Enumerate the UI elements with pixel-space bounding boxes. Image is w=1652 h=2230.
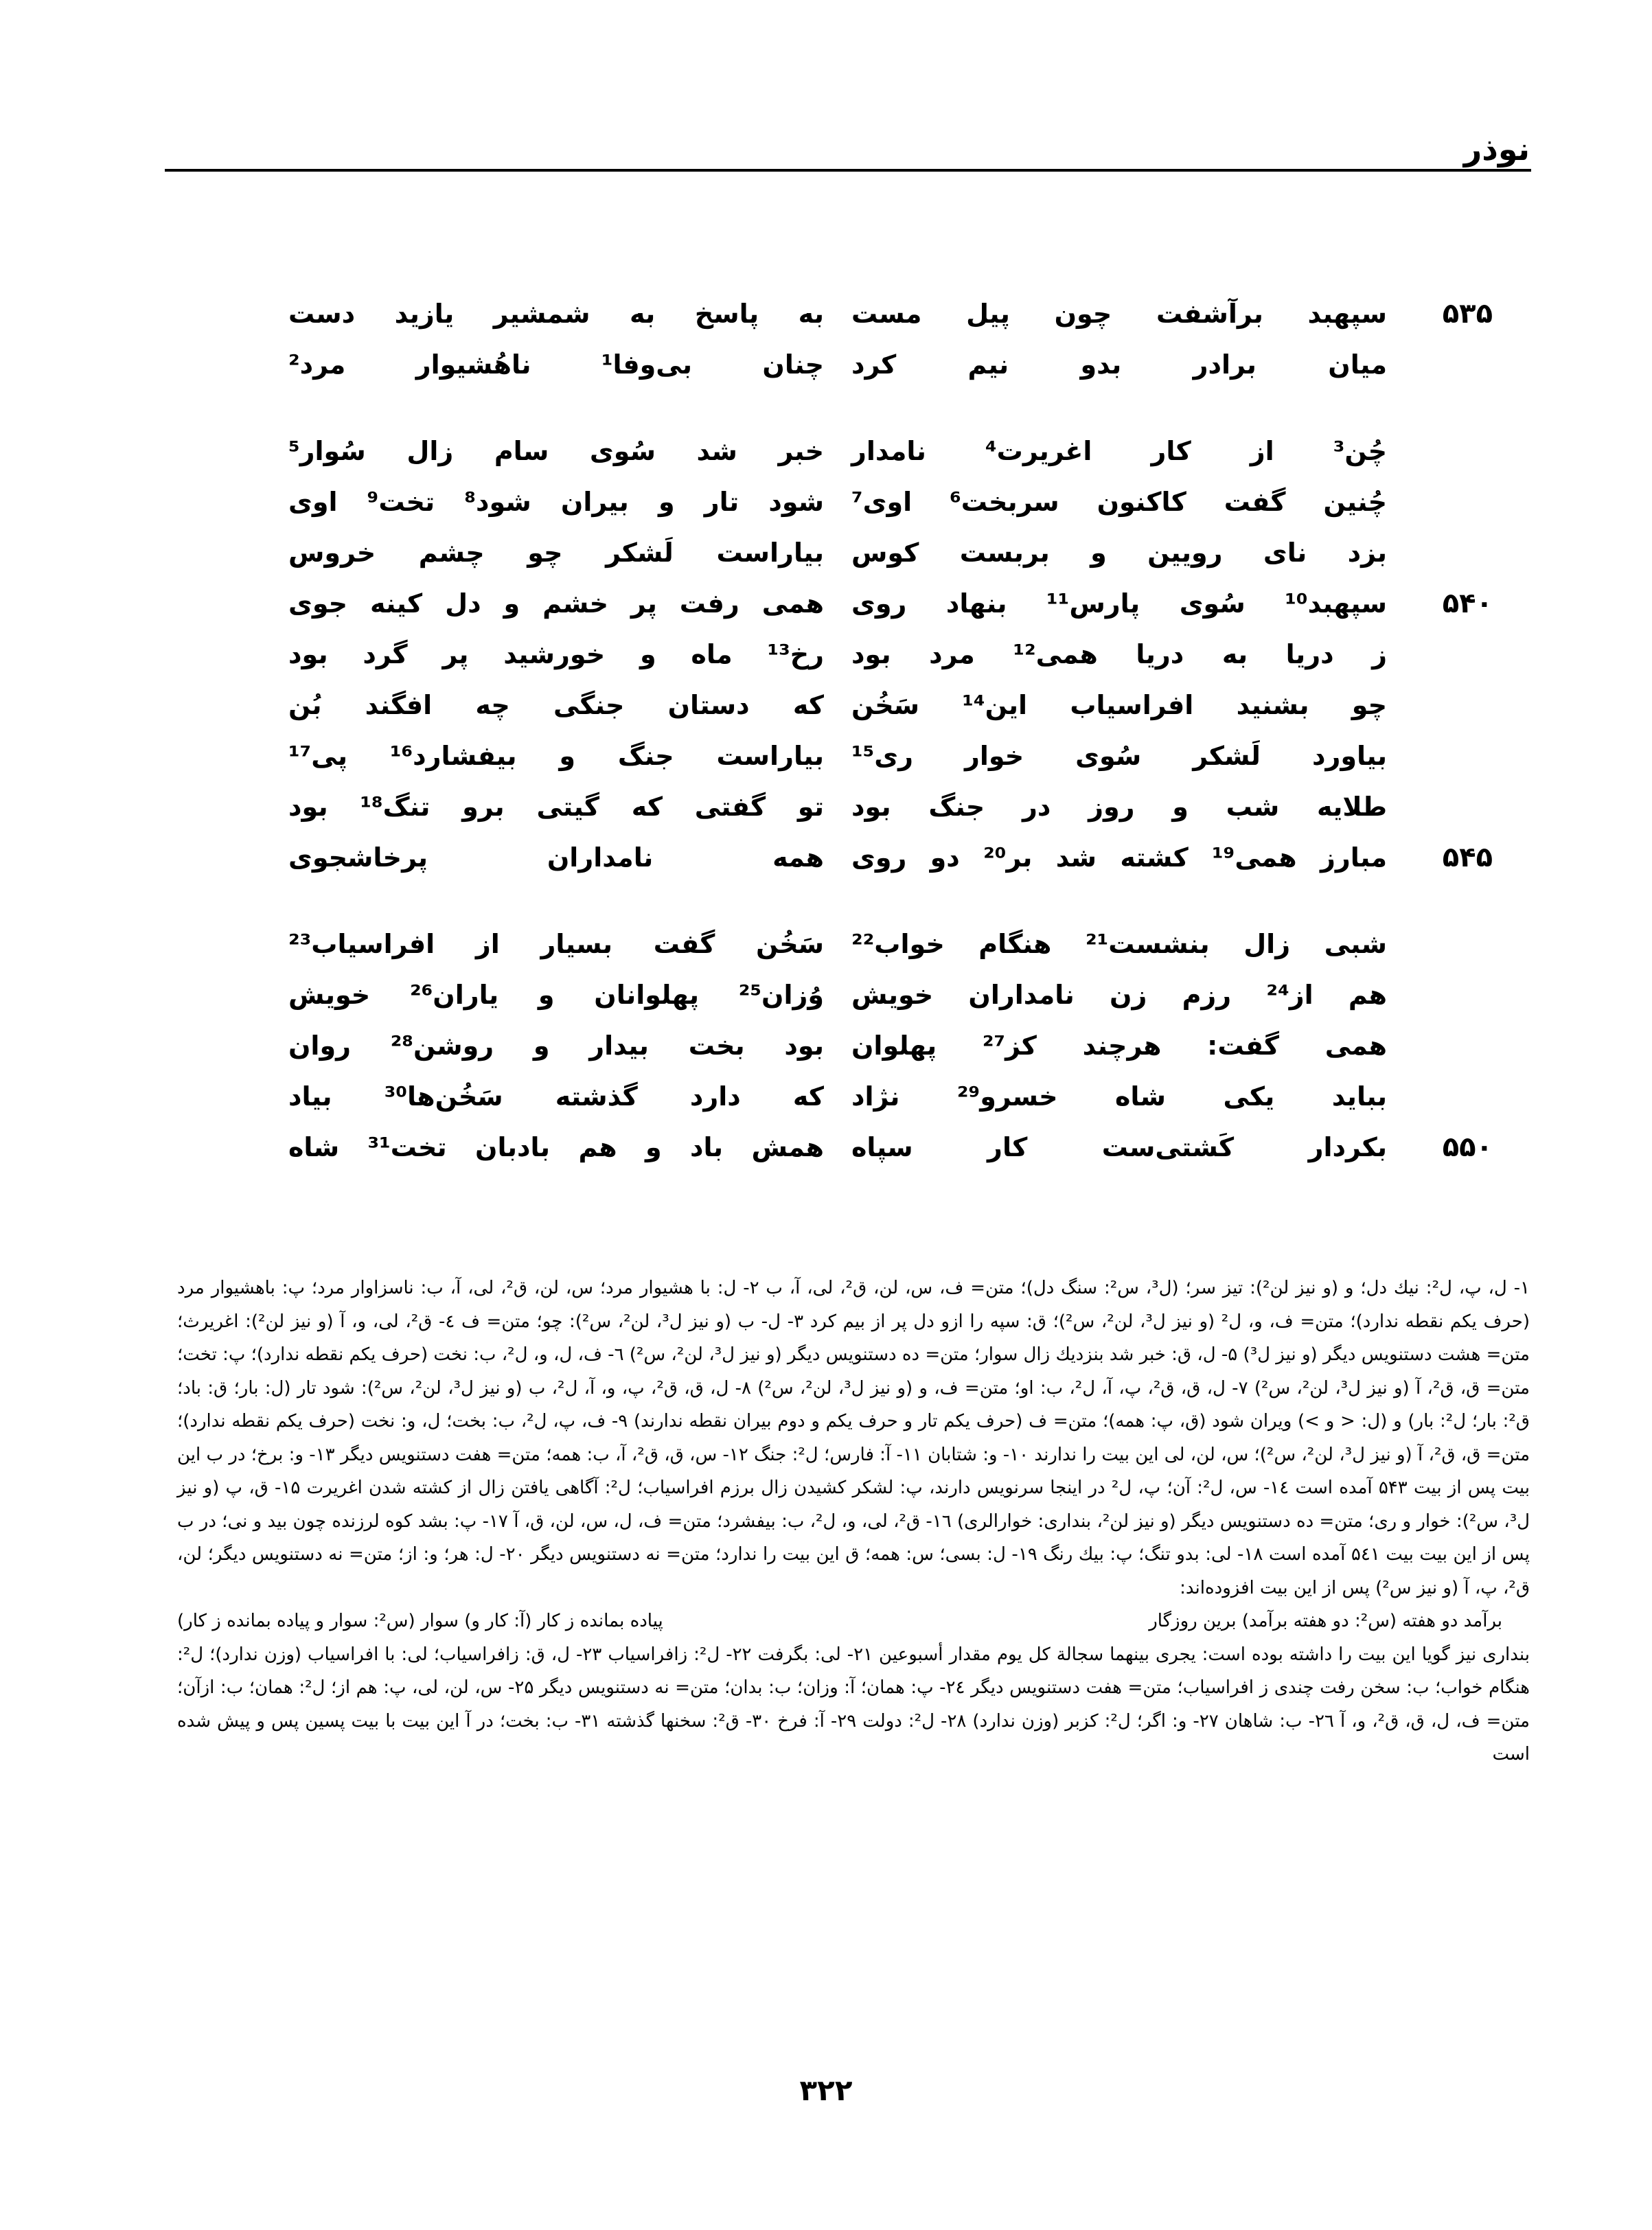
verse-number: ۵۴۵ [1442,842,1493,873]
hemistich-right: بباید یکی شاه خسرو²⁹ نژاد [851,1081,1387,1112]
footnotes [177,1272,1530,1771]
stanza-gap [261,883,1497,919]
footnote-couplet-left: پیاده بمانده ز کار (آ: کار و) سوار (س²: سوار و پیاده بمانده ز کار) [177,1611,663,1631]
verse-couplet [261,680,1497,731]
verse-couplet [261,1020,1497,1071]
hemistich-right: چو بشنید افراسیاب این¹⁴ سَخُن [851,690,1387,720]
hemistich-left: وُزان²⁵ پهلوانان و یاران²⁶ خویش [288,980,824,1010]
hemistich-left: بود بخت بیدار و روشن²⁸ روان [288,1031,824,1061]
hemistich-left: بیاراست جنگ و بیفشارد¹⁶ پی¹⁷ [288,741,824,771]
hemistich-left: رخ¹³ ماه و خورشید پر گرد بود [288,639,824,669]
verse-number: ۵۴۰ [1442,588,1493,619]
verse-couplet [261,476,1497,527]
verse-couplet [261,969,1497,1020]
footnote-couplet [177,1605,1530,1638]
hemistich-right: سپهبد برآشفت چون پیل مست [851,299,1387,329]
verse-couplet [261,781,1497,832]
hemistich-left: خبر شد سُوی سام زال سُوار⁵ [288,436,824,466]
footnote-paragraph: ۱- ل، پ، ل²: نیك دل؛ و (و نیز لن²): تیز سر؛ (ل³، س²: سنگ دل)؛ متن= ف، س، لن، ق²، لی، آ، ب ۲- ل: با هشیوار مرد؛ س، لن، ق²، لی، آ، ب: ناسزاوار مرد؛ پ: باهشیوار مرد (حرف یکم نقطه ندارد)؛ متن= ف، و، ل² (و نیز ل³، لن²، س²)؛ ق: سپه را ازو دل پر از بیم کرد ۳- ل- ب (و نیز ل³، لن²، س²): چو؛ متن= ف ٤- ق²، لی، و، آ (و نیز لن²): اغریرث؛ متن= هشت دستنویس دیگر (و نیز ل³) ۵- ل، ق: خبر شد بنزدیك زال سوار؛ متن= ده دستنویس دیگر (و نیز ل³، لن²، س²) ٦- ف، ل، و، ل²، ب: نخت (حرف یکم نقطه ندارد)؛ پ: تخت؛ متن= ق، ق²، آ (و نیز ل³، لن²، س²) ۷- ل، ق، ق²، پ، آ، ل²، ب: او؛ متن= ف، و (و نیز ل³، لن²، س²) ۸- ل، ق، ق²، پ، و، آ، ل²، ب (و نیز ل³، لن²، س²): شود تار (ل: بار؛ ق: باد؛ ق²: بار؛ ل²: بار) و (ل: < و >) ویران شود (ق، پ: همه)؛ متن= ف (حرف یکم تار و حرف یکم و دوم بیران نقطه ندارند) ۹- ف، پ، ل²، ب: بخت؛ ل، و: نخت (حرف یکم نقطه ندارد)؛ متن= ق، ق²، آ (و نیز ل³، لن²، س²)؛ س، لن، لی این بیت را ندارند ۱۰- و: شتابان ۱۱- آ: فارس؛ ل²: جنگ ۱۲- س، ق، ق²، آ، ب: همه؛ متن= هفت دستنویس دیگر ۱۳- و: برخ؛ در ب این بیت پس از بیت ۵۴۳ آمده است ١٤- س، ل²: آن؛ پ، ل² در اینجا سرنویس دارند، پ: لشکر کشیدن زال برزم افراسیاب؛ ل²: آگاهی یافتن زال از کشته شدن اغریرت ۱۵- ق، پ (و نیز ل³، س²): خوار و ری؛ متن= ده دستنویس دیگر (و نیز لن²، بنداری: خوارالری) ۱٦- ق²، لی، و، ل²، ب: بیفشرد؛ متن= ف، ل، س، لن، ق، آ ۱۷- پ: بشد کوه لرزنده چون بید و نی؛ در ب پس از این بیت بیت ۵٤۱ آمده است ۱۸- لی: بدو تنگ؛ پ: بیك رنگ ۱۹- ل: بسی؛ س: همه؛ ق این بیت را ندارد؛ متن= نه دستنویس دیگر ۲۰- ل: هر؛ و: از؛ متن= نه دستنویس دیگر؛ لن، ق²، پ، آ (و نیز س²) پس از این بیت افزوده‌اند: [177,1278,1530,1598]
hemistich-left: چنان بی‌وفا¹ ناهُشیوار مرد² [288,349,824,380]
verse-couplet [261,288,1497,339]
verse-couplet [261,731,1497,781]
verse-couplet [261,339,1497,390]
verse-couplet [261,629,1497,680]
hemistich-right: مبارز همی¹⁹ کشته شد بر²⁰ دو روی [851,842,1388,873]
hemistich-right: طلایه شب و روز در جنگ بود [851,792,1387,822]
hemistich-right: شبی زال بنشست²¹ هنگام خواب²² [851,929,1387,959]
hemistich-left: همه نامداران پرخاشجوی [288,842,824,873]
hemistich-left: که دستان جنگی چه افگند بُن [288,690,824,720]
verse-number: ۵۳۵ [1442,298,1493,330]
hemistich-left: سَخُن گفت بسیار از افراسیاب²³ [288,929,824,959]
hemistich-right: ز دریا به دریا همی¹² مرد بود [851,639,1387,669]
hemistich-left: همی رفت پر خشم و دل کینه جوی [288,588,824,619]
hemistich-right: بزد نای رویین و بربست کوس [851,538,1387,568]
hemistich-right: چُن³ از کار اغریرت⁴ نامدار [851,436,1387,466]
verse-couplet [261,1122,1497,1173]
hemistich-right: میان برادر بدو نیم کرد [851,349,1387,380]
verse-couplet [261,527,1497,578]
hemistich-right: سپهبد¹⁰ سُوی پارس¹¹ بنهاد روی [851,588,1387,619]
verse-couplet [261,1071,1497,1122]
hemistich-left: تو گفتی که گیتی برو تنگ¹⁸ بود [288,792,824,822]
hemistich-left: بیاراست لَشکر چو چشم خروس [288,538,824,568]
verse-number: ۵۵۰ [1442,1131,1493,1163]
stanza-gap [261,390,1497,426]
hemistich-right: بکردار کَشتی‌ست کار سپاه [851,1132,1387,1162]
verse-couplet [261,919,1497,969]
footnote-couplet-right: برآمد دو هفته (س²: دو هفته برآمد) برین روزگار [1149,1611,1502,1631]
hemistich-left: که دارد گذشته سَخُن‌ها³⁰ بیاد [288,1081,825,1112]
header-rule [165,169,1531,172]
page-number: ۳۲۲ [799,2073,853,2107]
verse-block [261,288,1497,1173]
verse-couplet [261,832,1497,883]
hemistich-left: به پاسخ به شمشیر یازید دست [288,299,824,329]
verse-couplet [261,578,1497,629]
hemistich-right: بیاورد لَشکر سُوی خوار ری¹⁵ [851,741,1387,771]
hemistich-left: شود تار و بیران شود⁸ تخت⁹ اوی [288,487,825,517]
running-title: نوذر [1463,130,1530,168]
hemistich-right: چُنین گفت کاکنون سربخت⁶ اوی⁷ [851,487,1387,517]
footnote-paragraph: بنداری نیز گویا این بیت را داشته بوده است: یجری بینهما سجالة کل یوم مقدار أسبوعین ۲۱- لی: بگرفت ۲۲- ل²: زافراسیاب ۲۳- ل، ق: زافراسیاب؛ لی: با افراسیاب (وزن ندارد)؛ ل²: هنگام خواب؛ ب: سخن رفت چندی ز افراسیاب؛ متن= هفت دستنویس دیگر ۲٤- پ: همان؛ آ: وزان؛ ب: بدان؛ متن= نه دستنویس دیگر ۲۵- س، لن، لی، پ: هم از؛ ل²: همان؛ ب: ازآن؛ متن= ف، ل، ق، ق²، و، آ ۲٦- ب: شاهان ۲۷- و: اگر؛ ل²: کزبر (وزن ندارد) ۲۸- ل²: دولت ۲۹- آ: فرخ ۳۰- ق²: سخنها گذشته ۳۱- ب: بخت؛ در آ این بیت با بیت پسین پس و پیش شده است [177,1644,1530,1765]
hemistich-right: هم از²⁴ رزم زن نامداران خویش [851,980,1387,1010]
verse-couplet [261,426,1497,476]
hemistich-right: همی گفت: هرچند کز²⁷ پهلوان [851,1031,1387,1061]
hemistich-left: همش باد و هم بادبان تخت³¹ شاه [288,1132,824,1162]
